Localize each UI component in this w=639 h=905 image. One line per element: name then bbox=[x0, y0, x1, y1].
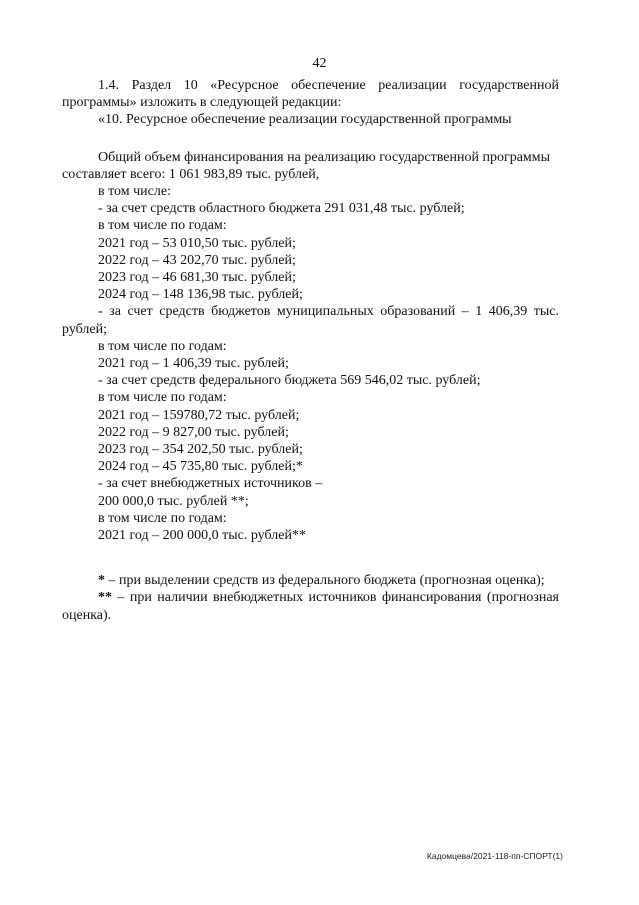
footnote-extrabudget-text: – при наличии внебюджетных источников финансирования (прогнозная bbox=[112, 590, 559, 606]
regional-year-2023: 2023 год – 46 681,30 тыс. рублей; bbox=[98, 270, 296, 286]
federal-by-years-label: в том числе по годам: bbox=[98, 390, 227, 406]
regional-budget-title: - за счет средств областного бюджета 291 031,48 тыс. рублей; bbox=[98, 201, 465, 217]
extrabudget-title-line1: - за счет внебюджетных источников – bbox=[98, 476, 323, 492]
footnote-federal-text: – при выделении средств из федерального бюджета (прогнозная оценка); bbox=[105, 573, 545, 589]
regional-year-2022: 2022 год – 43 202,70 тыс. рублей; bbox=[98, 252, 296, 268]
regional-year-2021: 2021 год – 53 010,50 тыс. рублей; bbox=[98, 235, 296, 251]
total-funding-line1: Общий объем финансирования на реализацию государственной программы bbox=[98, 149, 551, 165]
page-number: 42 bbox=[312, 56, 327, 71]
section-heading: «10. Ресурсное обеспечение реализации государственной программы bbox=[98, 112, 512, 128]
extrabudget-year-2021: 2021 год – 200 000,0 тыс. рублей** bbox=[98, 528, 306, 544]
municipal-year-2021: 2021 год – 1 406,39 тыс. рублей; bbox=[98, 356, 289, 372]
footnote-federal bbox=[62, 572, 559, 589]
federal-year-2022: 2022 год – 9 827,00 тыс. рублей; bbox=[98, 424, 289, 440]
amendment-intro-line1: 1.4. Раздел 10 «Ресурсное обеспечение реализации государственной bbox=[98, 78, 559, 93]
footnote-extrabudget bbox=[62, 589, 559, 606]
municipal-budget-title-line2: рублей; bbox=[62, 321, 107, 337]
municipal-budget-title-line1: - за счет средств бюджетов муниципальных образований – 1 406,39 тыс. bbox=[98, 304, 559, 320]
document-body bbox=[62, 77, 559, 624]
regional-year-2024: 2024 год – 148 136,98 тыс. рублей; bbox=[98, 287, 303, 303]
extrabudget-by-years-label: в том числе по годам: bbox=[98, 510, 227, 526]
footnote-federal-mark: * bbox=[98, 573, 105, 589]
federal-year-2024: 2024 год – 45 735,80 тыс. рублей;* bbox=[98, 459, 303, 475]
footnote-extrabudget-cont: оценка). bbox=[62, 607, 112, 623]
federal-budget-title: - за счет средств федерального бюджета 569 546,02 тыс. рублей; bbox=[98, 373, 481, 389]
document-code: Кадомцева/2021-118-пп-СПОРТ(1) bbox=[426, 851, 563, 861]
amendment-intro-line2: программы» изложить в следующей редакции: bbox=[62, 95, 342, 111]
including-label: в том числе: bbox=[98, 184, 171, 200]
footnote-extrabudget-mark: ** bbox=[98, 590, 112, 606]
federal-year-2021: 2021 год – 159780,72 тыс. рублей; bbox=[98, 407, 300, 423]
extrabudget-title-line2: 200 000,0 тыс. рублей **; bbox=[98, 493, 249, 509]
federal-year-2023: 2023 год – 354 202,50 тыс. рублей; bbox=[98, 442, 303, 458]
municipal-by-years-label: в том числе по годам: bbox=[98, 338, 227, 354]
regional-by-years-label: в том числе по годам: bbox=[98, 218, 227, 234]
total-funding-line2: составляет всего: 1 061 983,89 тыс. рублей, bbox=[62, 166, 320, 182]
